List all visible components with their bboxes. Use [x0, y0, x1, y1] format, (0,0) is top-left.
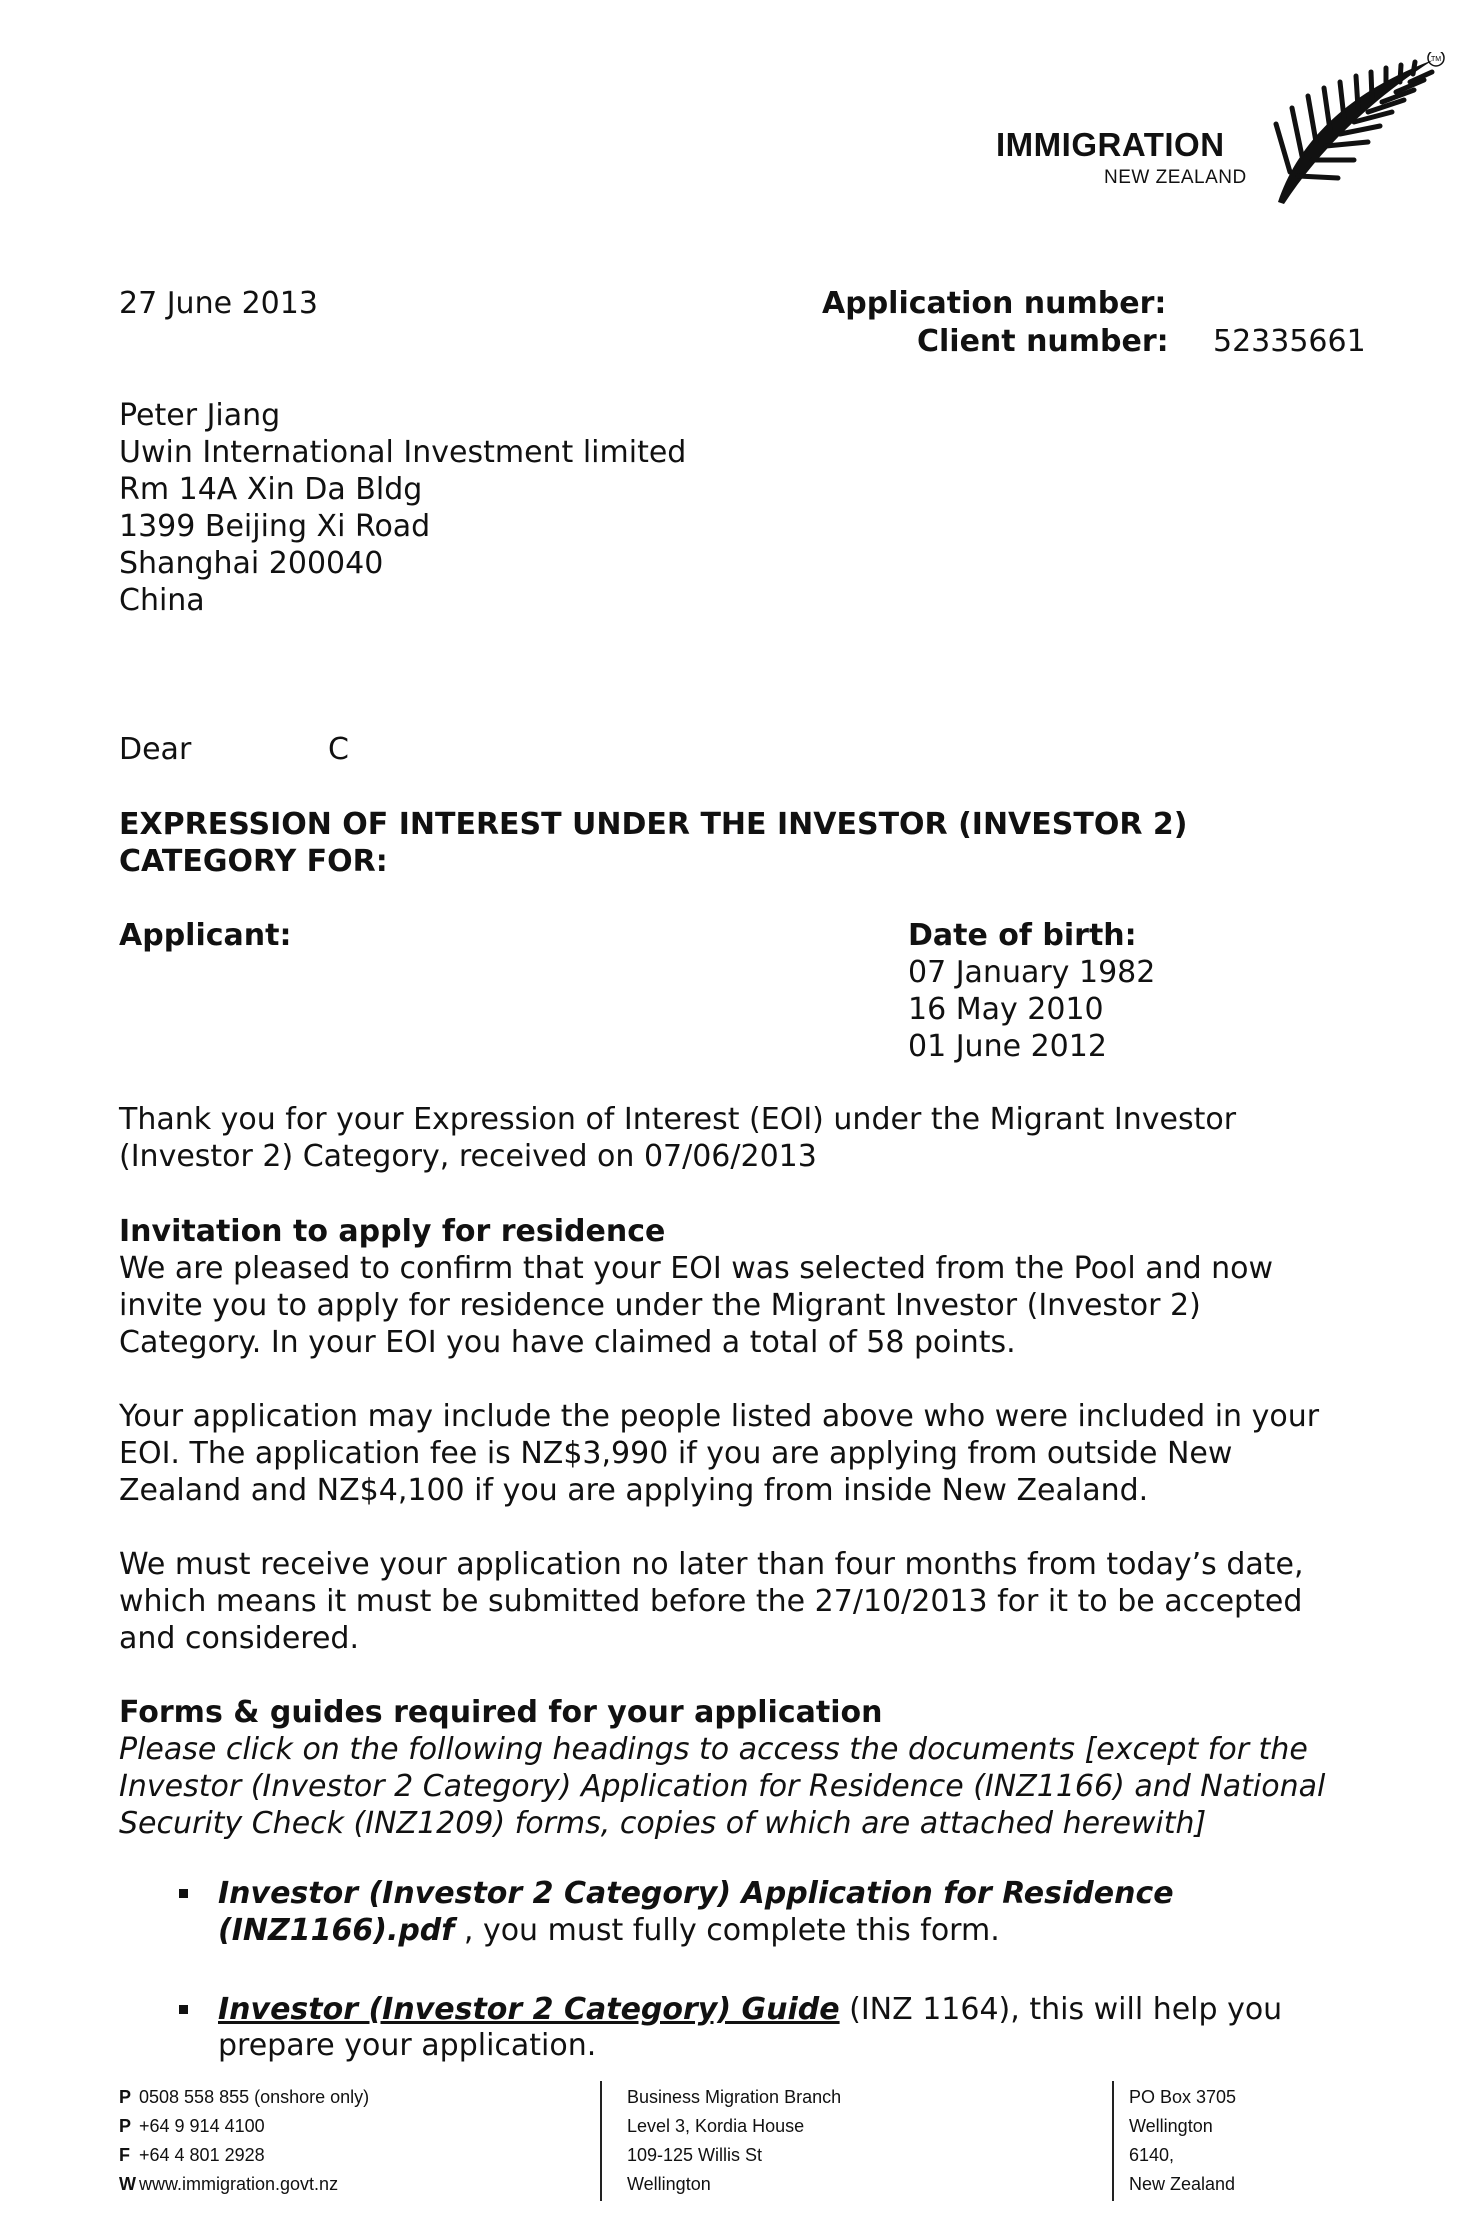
paragraph-line: which means it must be submitted before the 27/10/2013 for it to be accepted	[119, 1584, 1303, 1619]
paragraph-line: Security Check (INZ1209) forms, copies of which are attached herewith]	[119, 1806, 1207, 1841]
footer-branch-line: Level 3, Kordia House	[627, 2116, 805, 2136]
guide-link-inz1164[interactable]: Investor (Investor 2 Category) Guide	[218, 1992, 840, 2027]
footer-divider	[600, 2081, 602, 2201]
address-line: Peter Jiang	[119, 398, 281, 433]
address-line: 1399 Beijing Xi Road	[119, 509, 431, 544]
dob-block	[908, 917, 1155, 1065]
footer-postal-line: Wellington	[1129, 2116, 1213, 2136]
dob-value: 07 January 1982	[908, 955, 1156, 990]
bullet-marker	[179, 2005, 188, 2014]
dob-value: 16 May 2010	[908, 992, 1104, 1027]
footer-contact-line: P 0508 558 855 (onshore only)	[119, 2087, 370, 2107]
address-line: China	[119, 583, 205, 618]
deadline-paragraph	[119, 1546, 1304, 1657]
form-link-inz1166[interactable]: Investor (Investor 2 Category) Application for Residence	[218, 1876, 1174, 1911]
salutation-initial: C	[328, 732, 349, 767]
subject-heading	[119, 806, 1187, 880]
footer-contacts	[119, 2083, 369, 2199]
client-number: 52335661	[1213, 324, 1366, 359]
intro-paragraph	[119, 1101, 1236, 1175]
bullet-text: , you must fully complete this form.	[454, 1913, 1000, 1948]
bullet-text: (INZ 1164), this will help you	[839, 1992, 1283, 2027]
salutation: Dear	[119, 732, 192, 767]
bullet-line	[218, 1991, 1282, 2028]
client-number-label: Client number:	[917, 324, 1169, 359]
address-line: Uwin International Investment limited	[119, 435, 687, 470]
paragraph-line: and considered.	[119, 1621, 360, 1656]
bullet-line	[218, 1912, 1000, 1949]
address-line: Shanghai 200040	[119, 546, 384, 581]
form-link-inz1166-cont[interactable]: (INZ1166).pdf	[218, 1913, 455, 1948]
paragraph-line: Please click on the following headings to access the documents [except for the	[119, 1732, 1308, 1767]
paragraph-line: invite you to apply for residence under the Migrant Investor (Investor 2)	[119, 1288, 1201, 1323]
applicant-label: Applicant:	[119, 918, 292, 953]
footer-postal-line: PO Box 3705	[1129, 2087, 1237, 2107]
paragraph-line: Investor (Investor 2 Category) Application for Residence (INZ1166) and National	[119, 1769, 1326, 1804]
bullet-marker	[179, 1889, 188, 1898]
fee-paragraph	[119, 1398, 1319, 1509]
paragraph-line: Your application may include the people listed above who were included in your	[119, 1399, 1320, 1434]
footer-branch	[627, 2083, 841, 2199]
bullet-text: prepare your application.	[218, 2028, 597, 2063]
address-line: Rm 14A Xin Da Bldg	[119, 472, 423, 507]
forms-section	[119, 1694, 1325, 1842]
application-number-label: Application number:	[822, 286, 1167, 321]
dob-label: Date of birth:	[908, 918, 1137, 953]
logo-title: IMMIGRATION	[996, 126, 1225, 163]
footer-postal-line: New Zealand	[1129, 2174, 1236, 2194]
website-link: www.immigration.govt.nz	[139, 2174, 339, 2194]
logo-subtitle: NEW ZEALAND	[1104, 167, 1247, 188]
footer-branch-line: Business Migration Branch	[627, 2087, 842, 2107]
fern-icon	[1258, 52, 1448, 212]
paragraph-line: EOI. The application fee is NZ$3,990 if you are applying from outside New	[119, 1436, 1233, 1471]
invitation-heading: Invitation to apply for residence	[119, 1214, 666, 1249]
letter-date: 27 June 2013	[119, 286, 318, 321]
footer-contact-line[interactable]: W www.immigration.govt.nz	[119, 2174, 339, 2194]
footer-branch-line: Wellington	[627, 2174, 711, 2194]
paragraph-line: (Investor 2) Category, received on 07/06/2013	[119, 1139, 817, 1174]
paragraph-line: Zealand and NZ$4,100 if you are applying from inside New Zealand.	[119, 1473, 1149, 1508]
footer-branch-line: 109-125 Willis St	[627, 2145, 763, 2165]
recipient-address	[119, 397, 686, 619]
subject-line: EXPRESSION OF INTEREST UNDER THE INVESTOR (INVESTOR 2)	[119, 807, 1188, 842]
footer-contact-line: P +64 9 914 4100	[119, 2116, 265, 2136]
footer-contact-line: F +64 4 801 2928	[119, 2145, 265, 2165]
subject-line: CATEGORY FOR:	[119, 844, 388, 879]
paragraph-line: We are pleased to confirm that your EOI was selected from the Pool and now	[119, 1251, 1274, 1286]
footer-postal	[1129, 2083, 1236, 2199]
footer-divider	[1112, 2081, 1114, 2201]
paragraph-line: We must receive your application no later than four months from today’s date,	[119, 1547, 1304, 1582]
invitation-section	[119, 1213, 1273, 1361]
forms-heading: Forms & guides required for your application	[119, 1695, 883, 1730]
dob-value: 01 June 2012	[908, 1029, 1107, 1064]
trademark-mark: TM	[1430, 56, 1442, 63]
footer-postal-line: 6140,	[1129, 2145, 1175, 2165]
paragraph-line: Thank you for your Expression of Interest (EOI) under the Migrant Investor	[119, 1102, 1237, 1137]
paragraph-line: Category. In your EOI you have claimed a total of 58 points.	[119, 1325, 1016, 1360]
